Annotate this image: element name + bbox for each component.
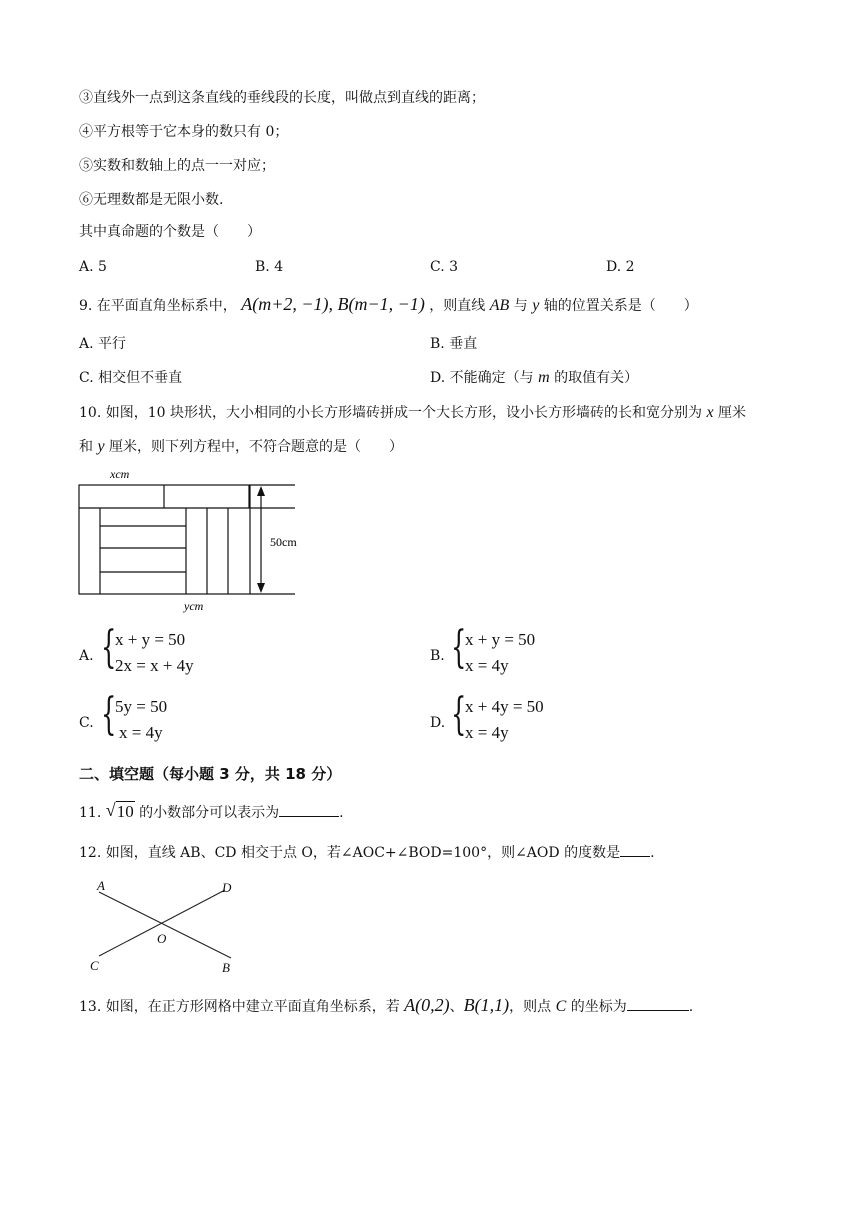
q12-label-b: B (222, 960, 230, 975)
q10-fig-bottom-label: ycm (184, 599, 204, 613)
q9-question (79, 294, 698, 316)
q10-option-a-eq2: 2x = x + 4y (115, 656, 194, 675)
q12-text: 12. 如图，直线 AB、CD 相交于点 O，若∠AOC+∠BOD=100°，则∠AOD 的度数是 (79, 845, 621, 861)
q13-pre: 13. 如图，在正方形网格中建立平面直角坐标系，若 (79, 999, 405, 1015)
q13-end: . (688, 999, 694, 1015)
q8-question: 其中真命题的个数是（ ） (79, 224, 261, 240)
q11-number: 11. (79, 805, 102, 821)
q13-point-b: B(1,1) (463, 995, 510, 1015)
q9-points: A(m+2, −1), B(m−1, −1) (241, 294, 425, 314)
q10-option-d-label: D. (430, 715, 446, 731)
q12-label-c: C (90, 958, 99, 973)
q10-option-a-label: A. (79, 648, 94, 664)
q13-question (79, 995, 693, 1017)
q9-mid2: 与 (509, 298, 533, 314)
sqrt-icon: √ 10 (105, 800, 134, 821)
q10-line1-post: 厘米 (713, 405, 746, 421)
q10-option-b-system (451, 622, 651, 680)
brace-icon: { (451, 689, 467, 740)
q10-line1 (79, 403, 746, 423)
q12-label-d: D (222, 880, 232, 895)
q10-option-d-system (451, 689, 651, 747)
q10-option-d-eq2: x = 4y (465, 723, 509, 742)
q10-line2 (79, 437, 403, 457)
q13-post: 的坐标为 (566, 999, 627, 1015)
q11-end: . (339, 805, 344, 821)
q10-option-b-eq1: x + y = 50 (465, 630, 536, 649)
q10-option-c-system (101, 689, 301, 747)
statement-5: ⑤实数和数轴上的点一一对应； (79, 158, 275, 174)
q10-option-b-label: B. (430, 648, 445, 664)
q10-option-c-eq1: 5y = 50 (115, 697, 168, 716)
q12-label-a: A (97, 878, 105, 893)
q8-option-c: C. 3 (430, 259, 459, 275)
q9-option-a: A. 平行 (79, 336, 127, 352)
q13-sep: 、 (449, 999, 464, 1015)
brace-icon: { (101, 689, 117, 740)
q10-option-d-eq1: x + 4y = 50 (465, 697, 544, 716)
q10-option-b-eq2: x = 4y (465, 656, 509, 675)
q13-c: C (555, 998, 567, 1015)
q13-mid: ，则点 (509, 999, 556, 1015)
q8-option-d: D. 2 (606, 259, 635, 275)
q9-mid1: ，则直线 (429, 298, 490, 314)
q9-y: y (532, 297, 540, 314)
statement-3: ③直线外一点到这条直线的垂线段的长度，叫做点到直线的距离； (79, 90, 485, 106)
q10-brick-figure (70, 464, 340, 614)
q11-radicand: 10 (116, 802, 134, 821)
q12-label-o: O (157, 931, 167, 946)
q11-answer-blank[interactable] (279, 802, 339, 817)
q8-option-b: B. 4 (255, 259, 284, 275)
q13-answer-blank[interactable] (627, 996, 689, 1011)
q11-question (79, 802, 344, 823)
q9-ab: AB (489, 297, 510, 314)
brace-icon: { (451, 622, 467, 673)
q12-intersecting-lines-figure (85, 876, 245, 976)
q10-option-c-eq2: x = 4y (119, 723, 163, 742)
q10-line2-pre: 和 (79, 439, 98, 455)
q9-option-b: B. 垂直 (430, 336, 478, 352)
q9-option-d-post: 的取值有关） (549, 370, 639, 386)
q11-text: 的小数部分可以表示为 (134, 805, 280, 821)
q9-option-d (430, 368, 638, 388)
q8-option-a: A. 5 (79, 259, 107, 275)
q10-y: y (97, 438, 105, 455)
q13-point-a: A(0,2) (404, 995, 450, 1015)
q10-option-a-system (101, 622, 301, 680)
q9-option-c: C. 相交但不垂直 (79, 370, 183, 386)
q9-option-d-m: m (538, 369, 550, 386)
section-2-heading: 二、填空题（每小题 3 分，共 18 分） (79, 765, 342, 783)
q10-option-c-label: C. (79, 715, 94, 731)
q10-line1-pre: 10. 如图，10 块形状，大小相同的小长方形墙砖拼成一个大长方形，设小长方形墙砖的长和宽分别为 (79, 405, 707, 421)
q9-option-d-pre: D. 不能确定（与 (430, 370, 539, 386)
q10-fig-top-label: xcm (110, 467, 130, 481)
statement-6: ⑥无理数都是无限小数. (79, 192, 224, 208)
brace-icon: { (101, 622, 117, 673)
q10-x: x (706, 404, 714, 421)
statement-4: ④平方根等于它本身的数只有 0； (79, 124, 289, 140)
q10-option-a-eq1: x + y = 50 (115, 630, 186, 649)
q9-suffix: 轴的位置关系是（ ） (539, 298, 698, 314)
q9-prefix: 9. 在平面直角坐标系中， (79, 298, 237, 314)
q12-question (79, 842, 655, 863)
q12-end: . (650, 845, 655, 861)
q12-answer-blank[interactable] (620, 842, 650, 857)
q10-line2-post: 厘米，则下列方程中，不符合题意的是（ ） (104, 439, 404, 455)
q10-fig-right-label: 50cm (270, 535, 297, 549)
